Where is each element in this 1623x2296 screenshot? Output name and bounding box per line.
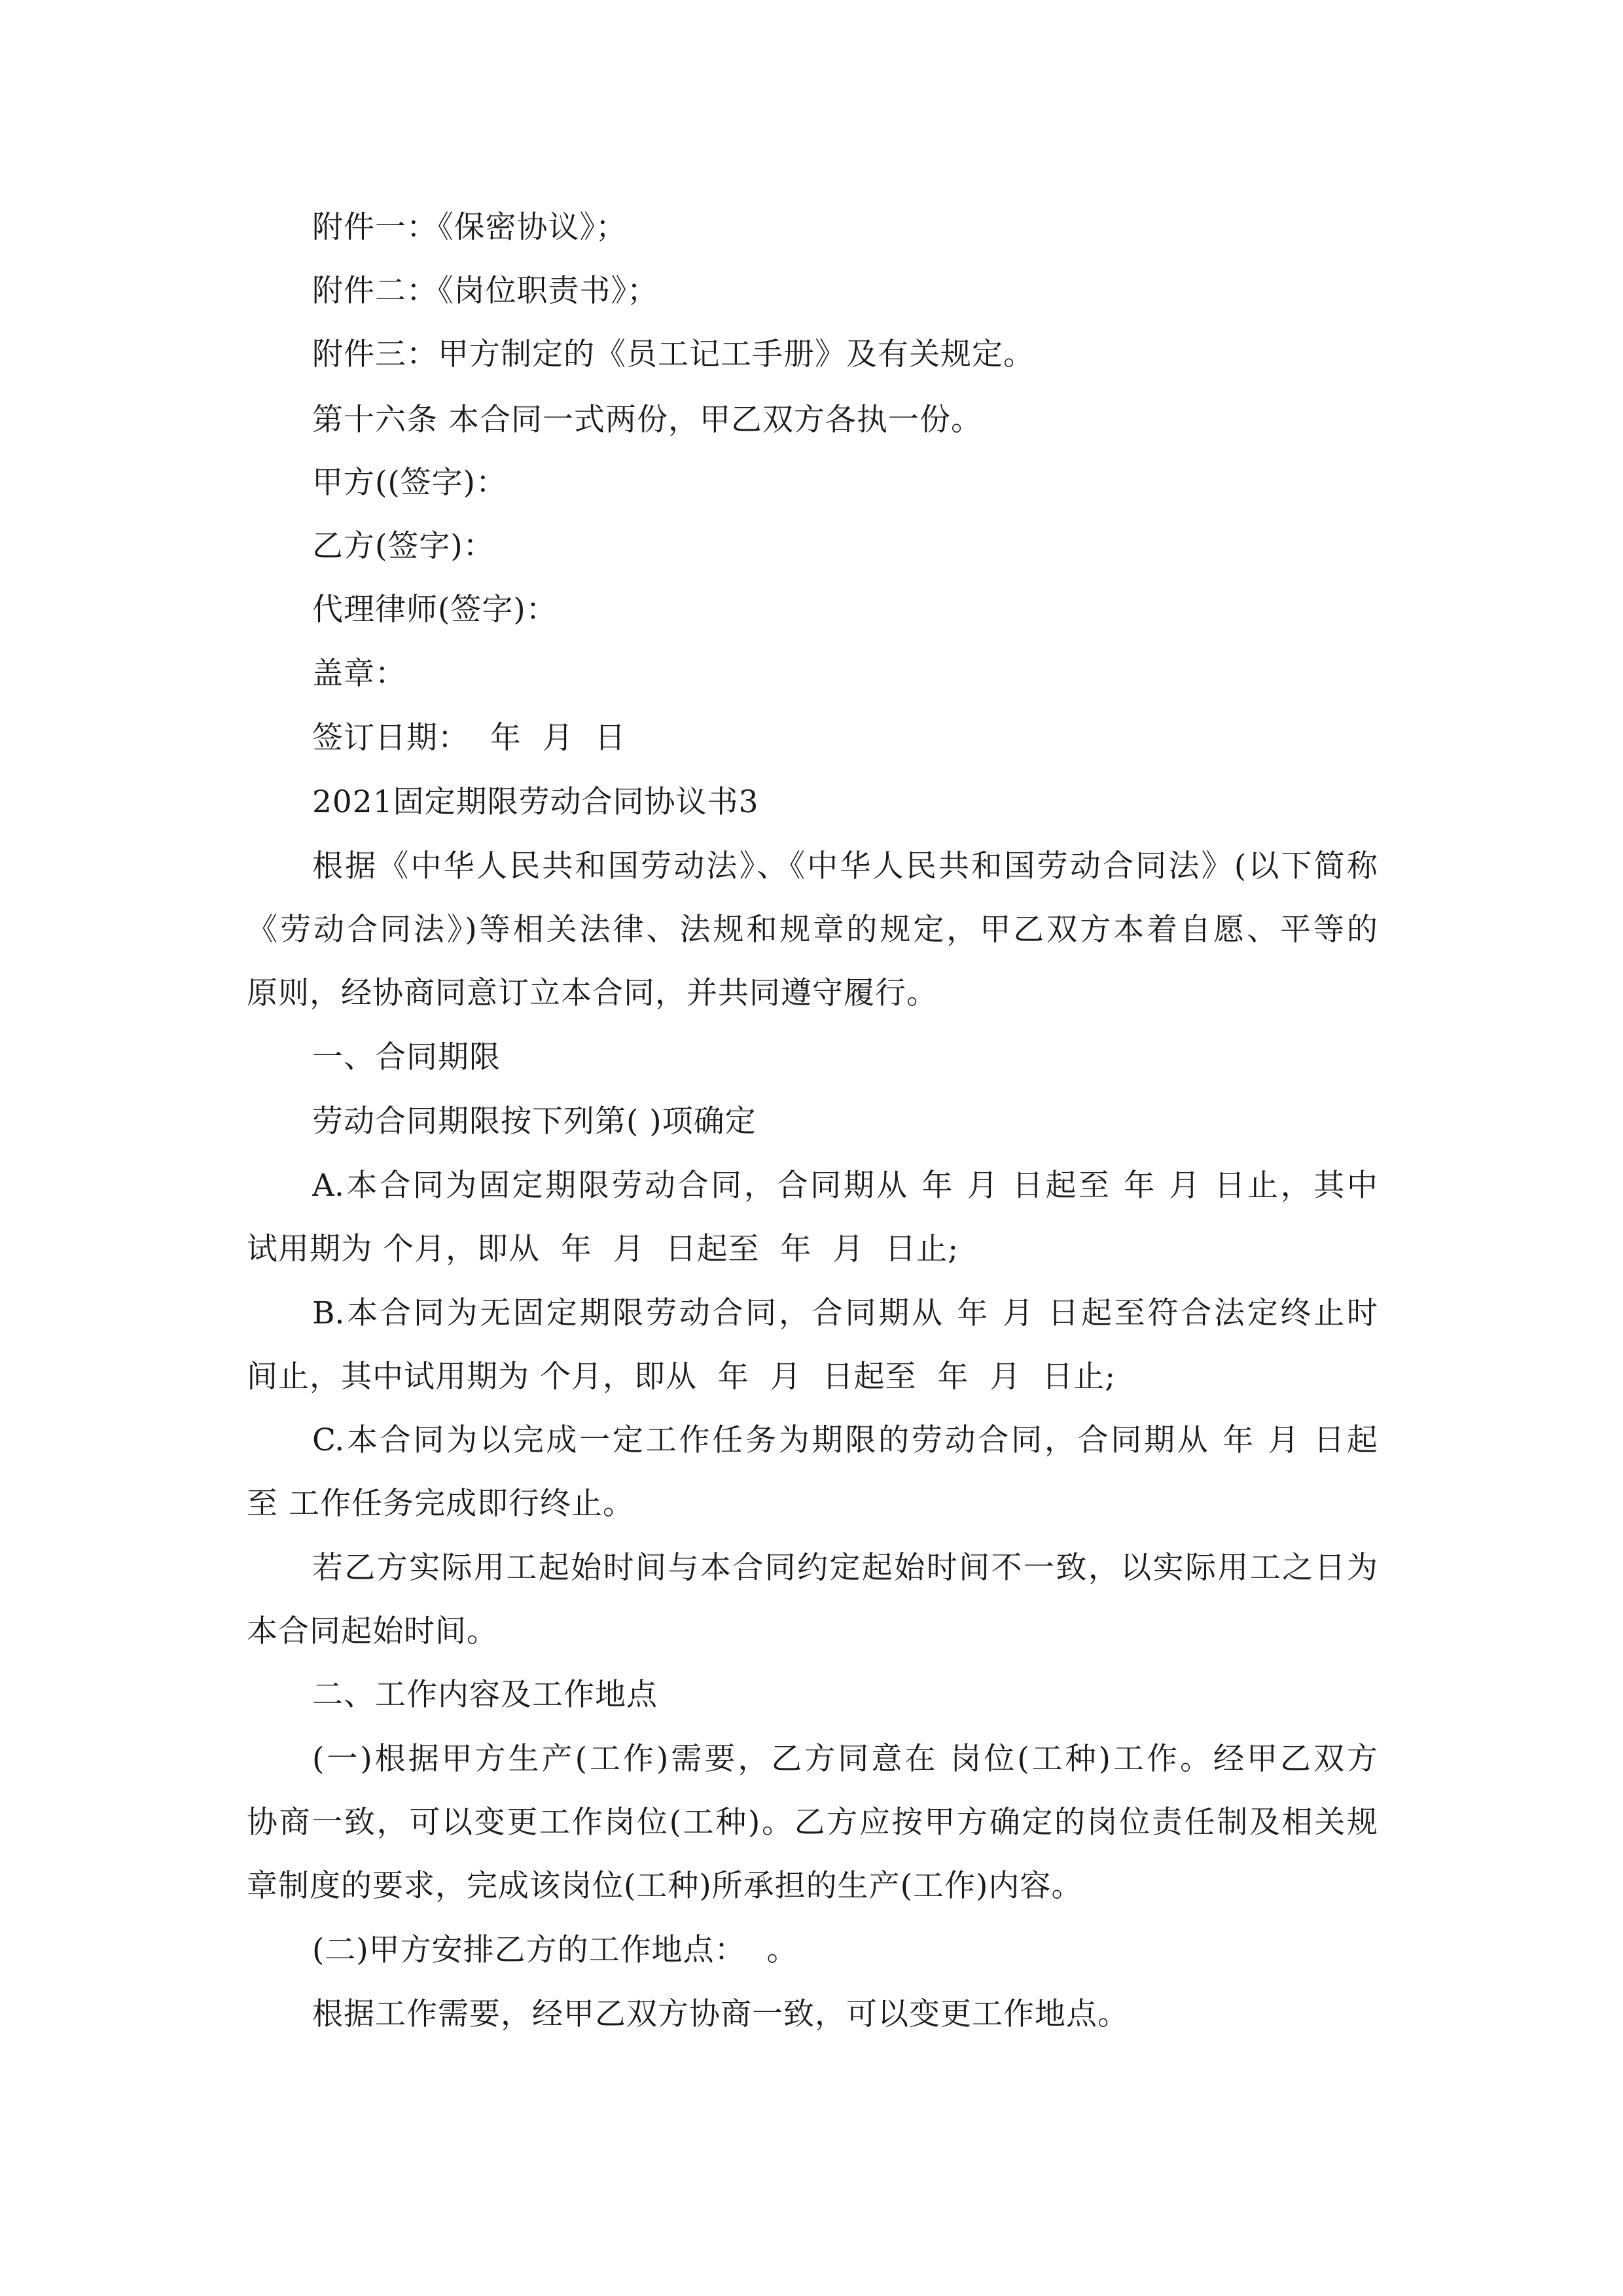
attachment-2-line: 附件二：《岗位职责书》； — [312, 273, 658, 309]
heading-work-content: 二、工作内容及工作地点 — [312, 1677, 658, 1713]
paragraph-line: 劳动合同期限按下列第( )项确定 — [312, 1103, 757, 1139]
paragraph-line: 至 工作任务完成即行终止。 — [247, 1486, 634, 1522]
article-16-line: 第十六条 本合同一式两份，甲乙双方各执一份。 — [312, 402, 982, 438]
paragraph-line: 原则，经协商同意订立本合同，并共同遵守履行。 — [247, 975, 938, 1011]
paragraph-line: 章制度的要求，完成该岗位(工种)所承担的生产(工作)内容。 — [247, 1868, 1083, 1904]
paragraph-line: 协商一致，可以变更工作岗位(工种)。乙方应按甲方确定的岗位责任制及相关规 — [247, 1804, 1378, 1840]
paragraph-line: 《劳动合同法》)等相关法律、法规和规章的规定，甲乙双方本着自愿、平等的 — [247, 912, 1378, 948]
paragraph-line: 根据《中华人民共和国劳动法》、《中华人民共和国劳动合同法》(以下简称 — [312, 848, 1378, 884]
attachment-1-line: 附件一：《保密协议》； — [312, 209, 627, 245]
heading-contract-term: 一、合同期限 — [312, 1039, 501, 1075]
paragraph-line: C.本合同为以完成一定工作任务为期限的劳动合同，合同期从 年 月 日起 — [312, 1422, 1378, 1458]
lawyer-signature-line: 代理律师(签字)： — [312, 592, 558, 628]
paragraph-line: B.本合同为无固定期限劳动合同，合同期从 年 月 日起至符合法定终止时 — [312, 1295, 1378, 1331]
party-b-signature-line: 乙方(签字)： — [312, 528, 495, 564]
paragraph-line: (二)甲方安排乙方的工作地点： 。 — [312, 1932, 798, 1968]
sign-date-line: 签订日期： 年 月 日 — [312, 720, 626, 756]
paragraph-line: 间止，其中试用期为 个月，即从 年 月 日起至 年 月 日止; — [247, 1359, 1116, 1395]
paragraph-line: 本合同起始时间。 — [247, 1613, 498, 1649]
attachment-3-line: 附件三：甲方制定的《员工记工手册》及有关规定。 — [312, 336, 1035, 372]
paragraph-line: A.本合同为固定期限劳动合同，合同期从 年 月 日起至 年 月 日止，其中 — [312, 1168, 1378, 1204]
party-a-signature-line: 甲方((签字)： — [312, 465, 508, 501]
paragraph-line: 试用期为 个月，即从 年 月 日起至 年 月 日止; — [247, 1231, 959, 1267]
seal-line: 盖章： — [312, 656, 406, 692]
paragraph-line: 根据工作需要，经甲乙双方协商一致，可以变更工作地点。 — [312, 1996, 1129, 2032]
section-title: 2021固定期限劳动合同协议书3 — [312, 784, 759, 820]
paragraph-line: (一)根据甲方生产(工作)需要，乙方同意在 岗位(工种)工作。经甲乙双方 — [312, 1741, 1378, 1777]
paragraph-line: 若乙方实际用工起始时间与本合同约定起始时间不一致，以实际用工之日为 — [312, 1550, 1378, 1586]
